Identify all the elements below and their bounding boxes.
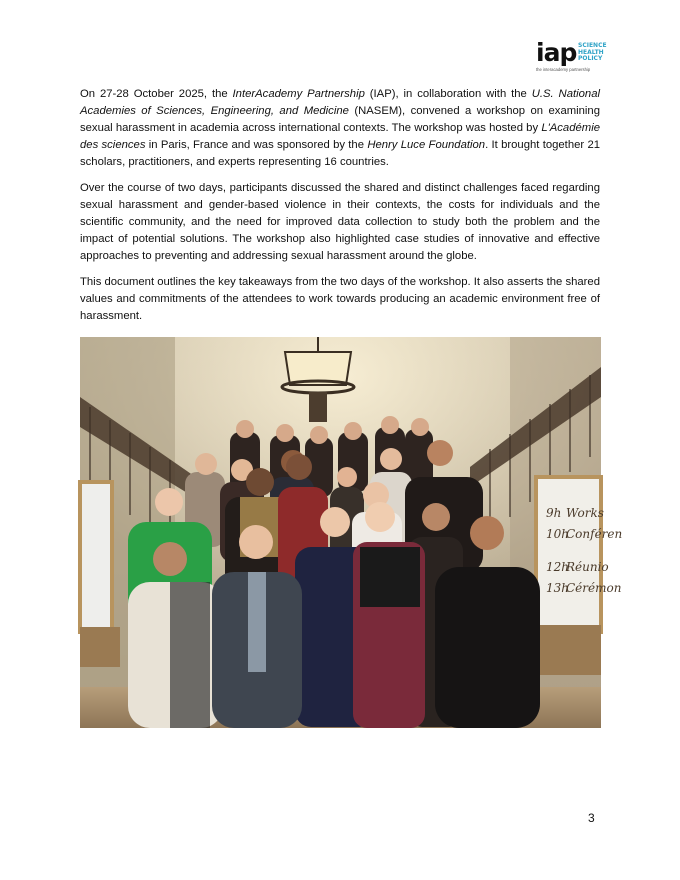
paragraph-discussion: Over the course of two days, participants discussed the shared and distinct challenges faced regarding sexual harassment and gender-based violence in their contexts, the costs for individuals and the scientific community, and the need for improved data collection to study both the problem and the impact of potential solutions. The workshop also highlighted case studies of innovative and effective approaches to preventing and addressing sexual harassment around the globe. xyxy=(80,182,600,262)
logo-descriptor-line: SCIENCE xyxy=(578,42,607,49)
text-run: . It brought together 21 scholars, practitioners, and experts representing 16 countries. xyxy=(80,139,601,168)
text-run: On 27-28 October 2025, the xyxy=(80,88,233,100)
easel-line: Cérémon xyxy=(566,581,622,595)
organization-name: Henry Luce Foundation xyxy=(367,139,486,151)
logo-tagline: the interacademy partnership xyxy=(536,67,591,72)
easel-line: Conféren xyxy=(566,527,623,541)
easel-time: 12h xyxy=(546,560,569,574)
text-run: in Paris, France and was sponsored by the xyxy=(145,139,368,151)
easel-line: Works xyxy=(566,506,604,520)
easel-line: Réunio xyxy=(566,560,609,574)
logo-descriptor xyxy=(578,43,607,63)
page-number: 3 xyxy=(588,811,595,825)
paragraph-intro xyxy=(80,86,600,171)
iap-logo xyxy=(536,40,606,74)
paragraph-purpose: This document outlines the key takeaways from the two days of the workshop. It also asserts the shared values and commitments of the attendees to work towards producing an academic environment free of harassment. xyxy=(80,276,600,322)
logo-descriptor-line: HEALTH xyxy=(578,48,604,56)
easel-time: 10h xyxy=(546,527,569,541)
easel-time: 13h xyxy=(546,581,569,595)
text-run: (NASEM), convened a workshop on examining sexual harassment in academia across international contexts. The workshop was hosted by xyxy=(80,105,601,134)
text-run: (IAP), in collaboration with the xyxy=(364,88,532,100)
document-body xyxy=(80,86,600,334)
logo-wordmark: iap xyxy=(536,38,577,67)
group-photo xyxy=(80,337,623,728)
easel-time: 9h xyxy=(546,506,562,520)
group-photo-illustration xyxy=(80,337,623,728)
logo-descriptor-line: POLICY xyxy=(578,55,603,62)
organization-name: U.S. National Academies of Sciences, Engineering, and Medicine xyxy=(80,88,600,117)
organization-name: InterAcademy Partnership xyxy=(232,88,365,100)
organization-name: L'Académie des sciences xyxy=(80,122,600,151)
